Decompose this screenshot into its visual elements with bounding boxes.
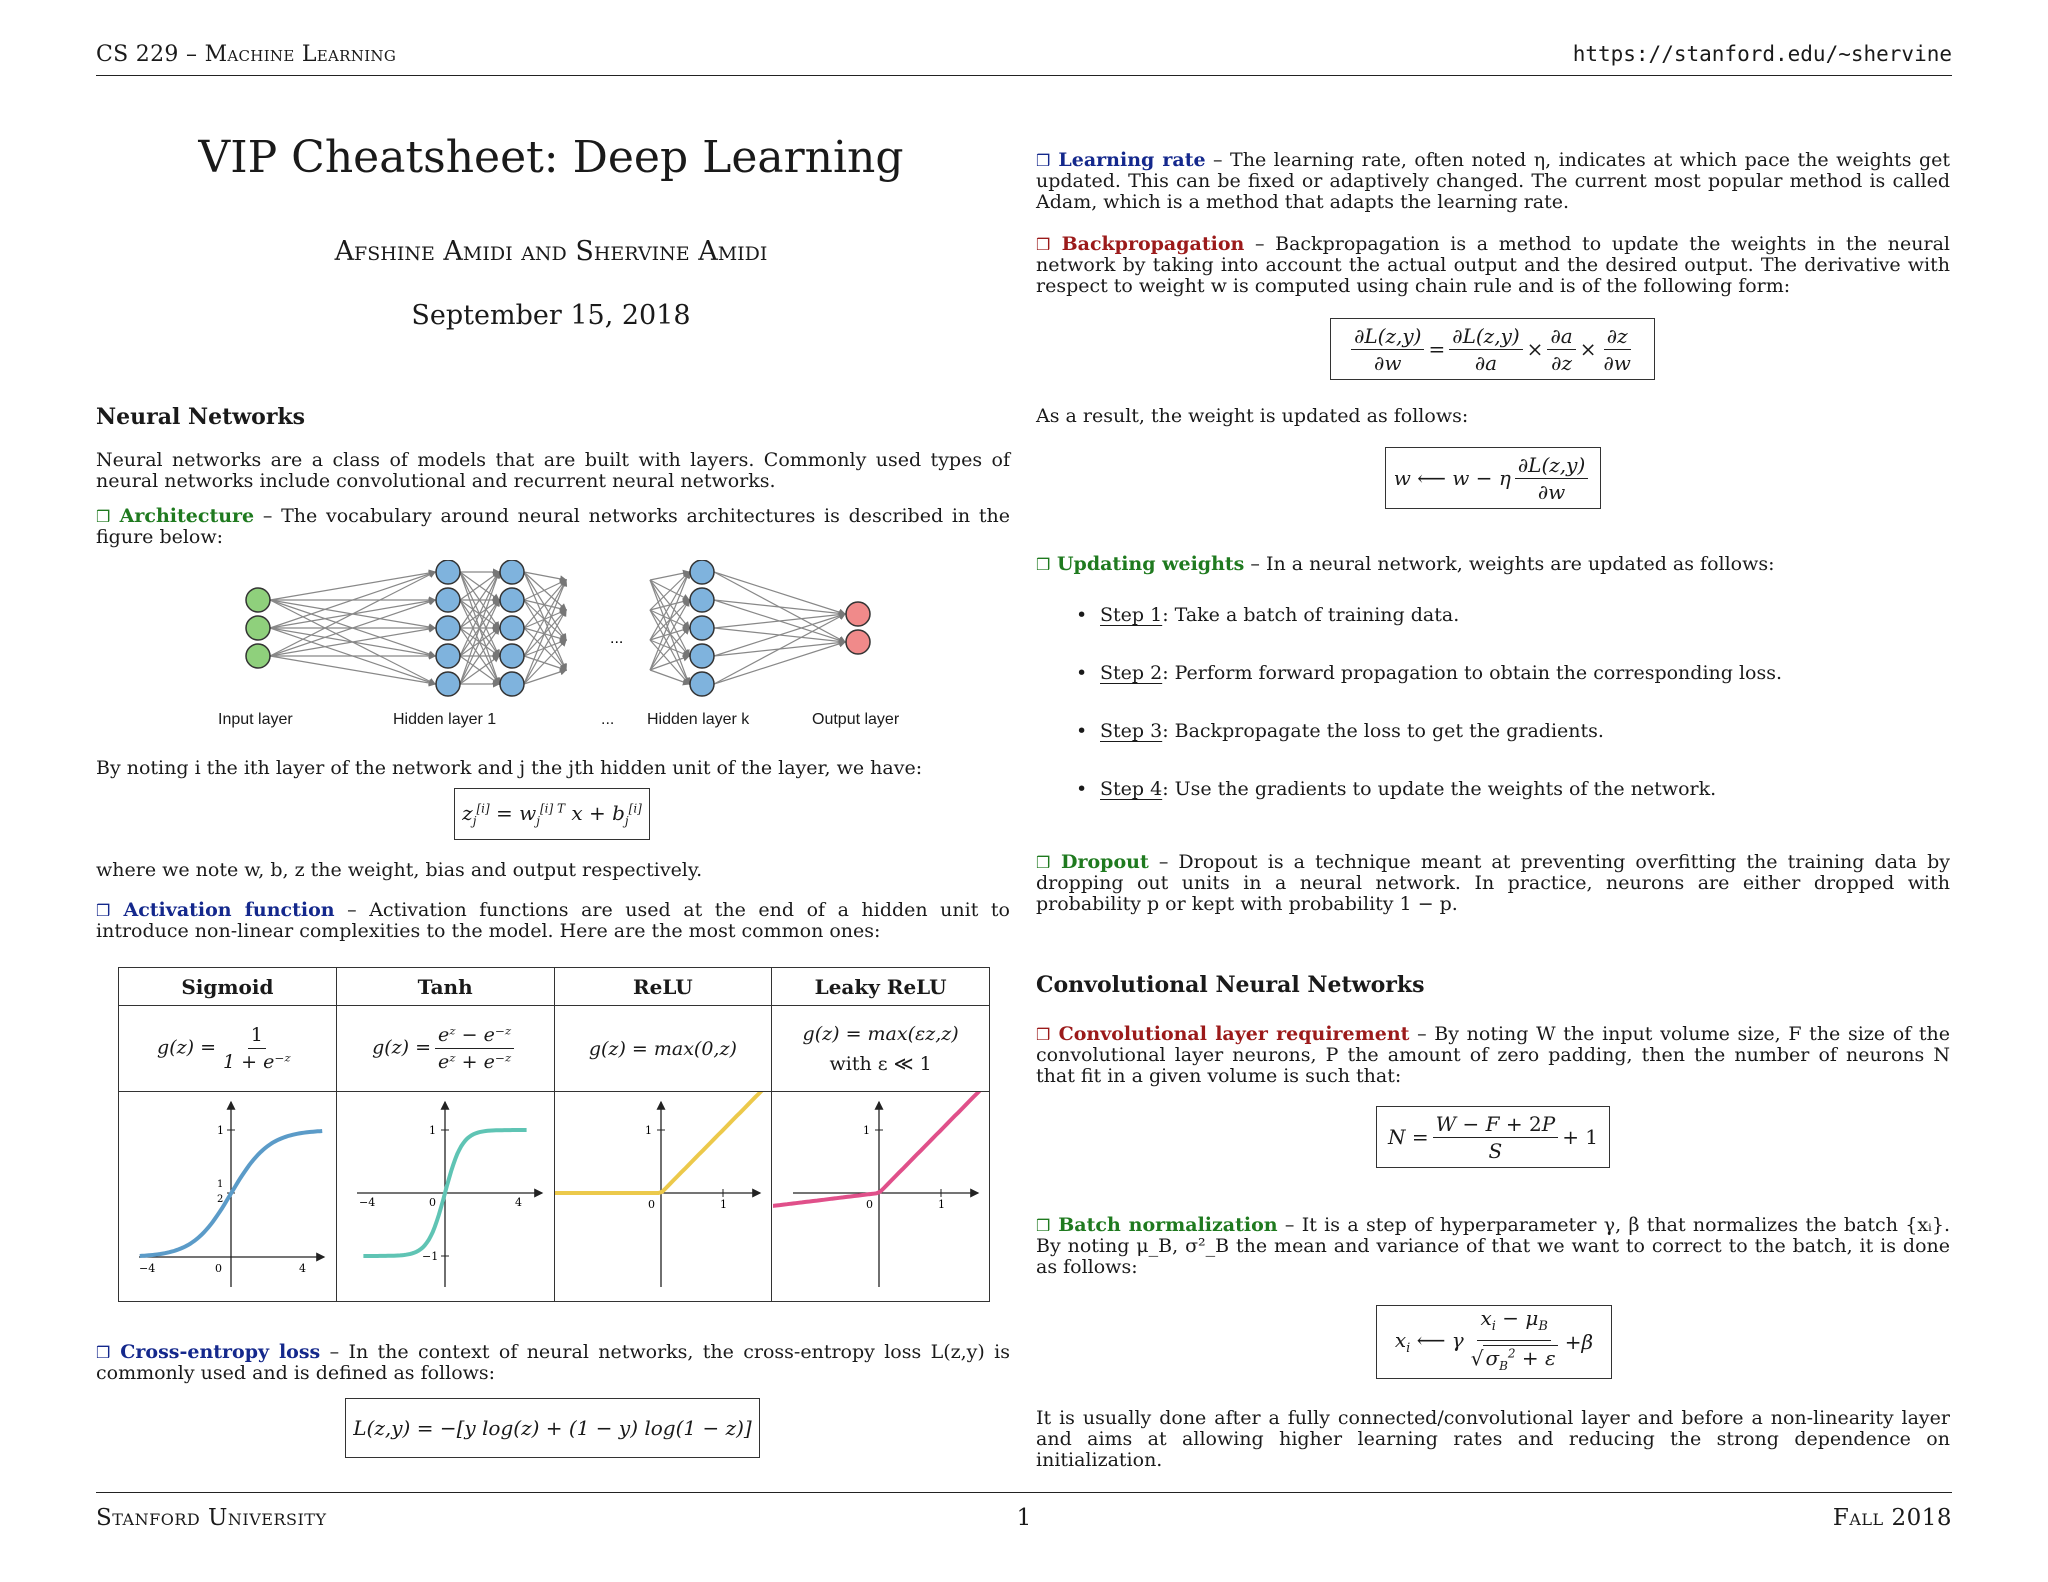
- step-1: • Step 1: Take a batch of training data.: [1076, 604, 1460, 626]
- activation-paragraph: ❒ Activation function – Activation functions are used at the end of a hidden unit to introduce non-linear complexities to the model. Here are the most common ones:: [96, 899, 1010, 942]
- sig-tick-yhalf-num: 1: [217, 1179, 224, 1190]
- label-input-layer: Input layer: [218, 711, 293, 728]
- sigmoid-plot-cell: [119, 1092, 337, 1302]
- relu-formula: g(z) = max(0,z): [554, 1006, 772, 1092]
- hidden-node: [690, 672, 714, 696]
- output-node: [846, 630, 870, 654]
- architecture-paragraph: ❒ Architecture – The vocabulary around neural networks architectures is described in the figure below:: [96, 505, 1010, 548]
- label-output-layer: Output layer: [812, 711, 900, 728]
- hidden-node: [500, 672, 524, 696]
- footer-term: Fall 2018: [1832, 1505, 1952, 1531]
- batchnorm-heading: ❒ Batch normalization: [1036, 1214, 1278, 1236]
- page-header: [96, 42, 1952, 76]
- batchnorm-paragraph: ❒ Batch normalization – It is a step of hyperparameter γ, β that normalizes the batch {xᵢ}. By noting μ_B, σ²_B the mean and variance of that we want to correct to the batch, it is done as follows:: [1036, 1214, 1950, 1278]
- nn-edge: [270, 656, 435, 684]
- tanh-plot-cell: [336, 1092, 554, 1302]
- nn-edge: [524, 572, 566, 580]
- doc-date: September 15, 2018: [411, 300, 691, 331]
- footer-university: Stanford University: [96, 1505, 327, 1531]
- nn-edge: [270, 572, 435, 656]
- hidden-node: [436, 672, 460, 696]
- nn-edge: [650, 572, 689, 580]
- crossentropy-heading: ❒ Cross-entropy loss: [96, 1341, 321, 1363]
- section-cnn: Convolutional Neural Networks: [1036, 972, 1425, 998]
- course-title: CS 229 – Machine Learning: [96, 42, 397, 67]
- hidden-node: [436, 616, 460, 640]
- page-footer: [96, 1492, 1952, 1532]
- col-leaky-relu: Leaky ReLU: [772, 968, 990, 1006]
- hidden-node: [436, 588, 460, 612]
- tanh-formula: g(z) = $\frac{\text{eᶻ − e⁻ᶻ}}{\text{eᶻ + e⁻ᶻ}}$: [336, 1006, 554, 1092]
- leaky-relu-plot-cell: [772, 1092, 990, 1302]
- leaky-relu-plot: [773, 1092, 989, 1297]
- hidden-node: [500, 560, 524, 584]
- step-3: • Step 3: Backpropagate the loss to get the gradients.: [1076, 720, 1604, 742]
- sig-tick-y1: 1: [217, 1124, 225, 1137]
- hidden-node: [690, 644, 714, 668]
- col-tanh: Tanh: [336, 968, 554, 1006]
- leaky-curve: [773, 1092, 989, 1212]
- updating-weights-paragraph: ❒ Updating weights – In a neural network, weights are updated as follows:: [1036, 553, 1775, 575]
- hidden-node: [436, 644, 460, 668]
- nn-architecture-diagram: [230, 560, 930, 710]
- tanh-tick-y1: 1: [429, 1124, 437, 1137]
- hidden-node: [436, 560, 460, 584]
- batchnorm-formula: $x_i$ ⟵ γ $\frac{x_i - \mu_B}{√ \sigma_B^2 + \varepsilon}$ + β: [1376, 1305, 1612, 1379]
- nn-edge: [714, 600, 845, 614]
- leaky-relu-formula: g(z) = max(εz,z) with ε ≪ 1: [772, 1006, 990, 1092]
- input-node: [246, 644, 270, 668]
- input-node: [246, 616, 270, 640]
- crossentropy-formula: L(z,y) = −[y log(z) + (1 − y) log(1 − z)]: [345, 1398, 760, 1458]
- architecture-heading: ❒ Architecture: [96, 505, 255, 527]
- col-sigmoid: Sigmoid: [119, 968, 337, 1006]
- nn-edge: [714, 614, 845, 684]
- hidden-node: [500, 644, 524, 668]
- activation-heading: ❒ Activation function: [96, 899, 335, 921]
- conv-formula: N = $\frac{W - F + 2P}{S}$ + 1: [1376, 1106, 1610, 1168]
- doc-authors: Afshine Amidi and Shervine Amidi: [334, 236, 768, 267]
- relu-tick-y1: 1: [644, 1124, 652, 1137]
- nn-edge: [270, 572, 435, 600]
- label-dots: ...: [601, 711, 615, 728]
- header-url[interactable]: https://stanford.edu/~shervine: [1572, 42, 1952, 66]
- chain-rule-formula: $\frac{\partial L(z,y)}{\partial w}$ = $\frac{\partial L(z,y)}{\partial a}$ × $\frac{\partial a}{\partial z}$ × $\frac{\partial z}{\partial w}$: [1330, 318, 1655, 380]
- where-paragraph: where we note w, b, z the weight, bias and output respectively.: [96, 859, 703, 881]
- nn-dots: ...: [610, 630, 624, 647]
- conv-paragraph: ❒ Convolutional layer requirement – By noting W the input volume size, F the size of the convolutional layer neurons, P the amount of zero padding, then the number of neurons N that fit in a given volume is such that:: [1036, 1023, 1950, 1087]
- sig-tick-x0: 0: [215, 1262, 223, 1275]
- nn-edge: [714, 614, 845, 656]
- step-2: • Step 2: Perform forward propagation to obtain the corresponding loss.: [1076, 662, 1783, 684]
- dropout-heading: ❒ Dropout: [1036, 851, 1149, 873]
- label-hidden-layer-k: Hidden layer k: [647, 711, 750, 728]
- tanh-tick-yneg: −1: [422, 1250, 439, 1263]
- input-node: [246, 588, 270, 612]
- tanh-plot: [337, 1092, 553, 1297]
- step-4: • Step 4: Use the gradients to update the weights of the network.: [1076, 778, 1717, 800]
- weight-update-formula: w ⟵ w − η $\frac{\partial L(z,y)}{\partial w}$: [1385, 447, 1601, 509]
- doc-title: VIP Cheatsheet: Deep Learning: [198, 132, 904, 183]
- backprop-heading: ❒ Backpropagation: [1036, 233, 1245, 255]
- hidden-node: [500, 616, 524, 640]
- relu-tick-x0: 0: [647, 1198, 655, 1211]
- tanh-tick-xneg: −4: [359, 1196, 376, 1209]
- learning-rate-paragraph: ❒ Learning rate – The learning rate, often noted η, indicates at which pace the weights get updated. This can be fixed or adaptively changed. The current most popular method is called Adam, which is a method that adapts the learning rate.: [1036, 149, 1950, 213]
- nn-edge: [714, 614, 845, 628]
- sig-tick-xneg: −4: [139, 1262, 156, 1275]
- conv-heading: ❒ Convolutional layer requirement: [1036, 1023, 1410, 1045]
- label-hidden-layer-1: Hidden layer 1: [393, 711, 497, 728]
- nn-edge: [714, 642, 845, 684]
- hidden-node: [690, 588, 714, 612]
- z-formula: $z_j[i] = w_j^{[i] T}$ $x + b_j[i]$: [454, 788, 650, 840]
- leaky-tick-y1: 1: [862, 1124, 870, 1137]
- crossentropy-paragraph: ❒ Cross-entropy loss – In the context of neural networks, the cross-entropy loss L(z,y) is commonly used and is defined as follows:: [96, 1341, 1010, 1384]
- sigmoid-formula: g(z) = $\frac{1}{\text{1 + e⁻ᶻ}}$: [119, 1006, 337, 1092]
- sig-tick-yhalf-den: 2: [217, 1194, 224, 1205]
- tanh-tick-xpos: 4: [515, 1196, 523, 1209]
- dropout-paragraph: ❒ Dropout – Dropout is a technique meant at preventing overfitting the training data by dropping out units in a neural network. In practice, neurons are either dropped with probability p or kept with probability 1 − p.: [1036, 851, 1950, 915]
- nn-edge: [714, 572, 845, 614]
- leaky-tick-x1: 1: [937, 1198, 945, 1211]
- footer-page-number: 1: [1016, 1505, 1032, 1531]
- leaky-tick-x0: 0: [865, 1198, 873, 1211]
- relu-curve: [555, 1092, 771, 1193]
- output-node: [846, 602, 870, 626]
- section-neural-networks: Neural Networks: [96, 404, 306, 430]
- hidden-node: [500, 588, 524, 612]
- backprop-paragraph: ❒ Backpropagation – Backpropagation is a method to update the weights in the neural network by taking into account the actual output and the desired output. The derivative with respect to weight w is computed using chain rule and is of the following form:: [1036, 233, 1950, 297]
- col-relu: ReLU: [554, 968, 772, 1006]
- nn-intro: Neural networks are a class of models that are built with layers. Commonly used types of neural networks include convolutional and recurrent neural networks.: [96, 449, 1010, 492]
- sig-tick-xpos: 4: [299, 1262, 307, 1275]
- relu-plot: [555, 1092, 771, 1297]
- noting-paragraph: By noting i the ith layer of the network and j the jth hidden unit of the layer, we have:: [96, 757, 923, 779]
- hidden-node: [690, 560, 714, 584]
- batchnorm-after-paragraph: It is usually done after a fully connected/convolutional layer and before a non-linearity layer and aims at allowing higher learning rates and reducing the strong dependence on initialization.: [1036, 1407, 1950, 1471]
- hidden-node: [690, 616, 714, 640]
- relu-tick-x1: 1: [719, 1198, 727, 1211]
- activation-table: [118, 967, 990, 1302]
- updating-weights-heading: ❒ Updating weights: [1036, 553, 1245, 575]
- learning-rate-heading: ❒ Learning rate: [1036, 149, 1206, 171]
- tanh-tick-x0: 0: [429, 1196, 437, 1209]
- result-paragraph: As a result, the weight is updated as follows:: [1036, 405, 1469, 427]
- sigmoid-plot: [119, 1092, 335, 1297]
- relu-plot-cell: [554, 1092, 772, 1302]
